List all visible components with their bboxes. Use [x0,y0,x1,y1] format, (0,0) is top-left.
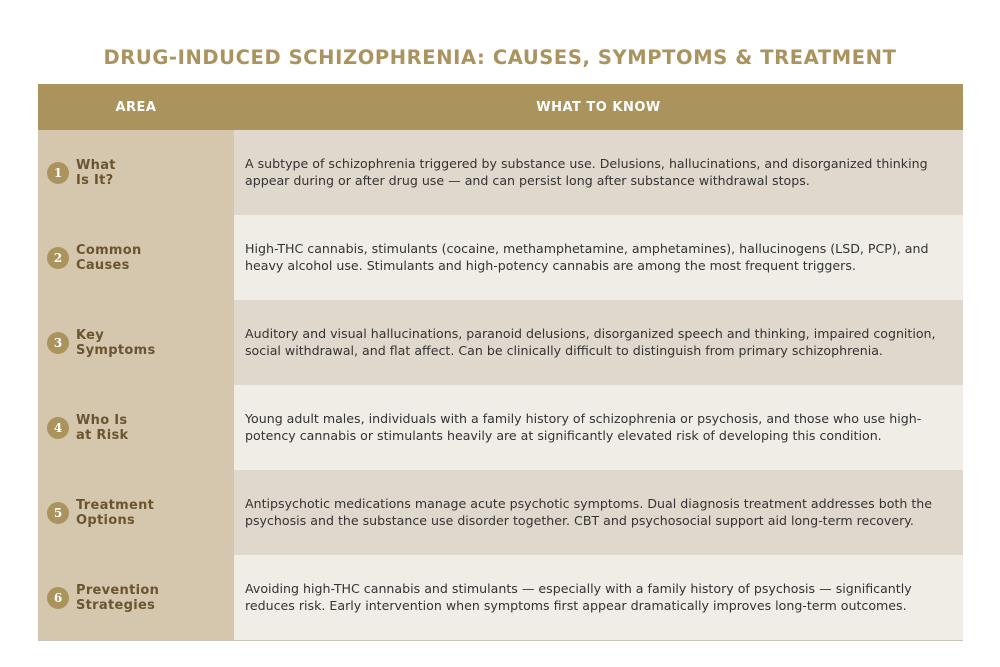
page-title: DRUG-INDUCED SCHIZOPHRENIA: CAUSES, SYMPTOMS & TREATMENT [103,46,897,69]
table-row [38,300,963,385]
info-table [38,84,963,641]
area-cell [38,300,234,385]
area-label: What Is It? [76,157,116,188]
table-row [38,130,963,215]
area-label: Treatment Options [76,497,155,528]
table-bottom-border [38,640,963,641]
what-to-know-cell: High-THC cannabis, stimulants (cocaine, methamphetamine, amphetamines), hallucinogens (LSD, PCP), and heavy alcohol use. Stimulants and high-potency cannabis are among the most frequent triggers. [234,215,963,300]
row-number-badge: 4 [47,417,69,439]
what-to-know-cell: A subtype of schizophrenia triggered by substance use. Delusions, hallucinations, and disorganized thinking appear during or after drug use — and can persist long after substance withdrawal stops. [234,130,963,215]
row-number-badge: 5 [47,502,69,524]
area-label: Prevention Strategies [76,582,160,613]
area-label: Who Is at Risk [76,412,129,443]
area-cell [38,130,234,215]
column-header-what-to-know: WHAT TO KNOW [536,99,661,115]
table-row [38,215,963,300]
table-row [38,470,963,555]
row-number-badge: 2 [47,247,69,269]
area-cell [38,385,234,470]
table-row [38,385,963,470]
area-label: Common Causes [76,242,142,273]
table-body [38,130,963,640]
table-row [38,555,963,640]
what-to-know-cell: Auditory and visual hallucinations, paranoid delusions, disorganized speech and thinking, impaired cognition, social withdrawal, and flat affect. Can be clinically difficult to distinguish from primary schizophrenia. [234,300,963,385]
area-cell [38,470,234,555]
table-header [38,84,963,130]
row-number-badge: 6 [47,587,69,609]
what-to-know-cell: Young adult males, individuals with a family history of schizophrenia or psychosis, and those who use high-potency cannabis or stimulants heavily are at significantly elevated risk of developing this condition. [234,385,963,470]
what-to-know-cell: Avoiding high-THC cannabis and stimulants — especially with a family history of psychosis — significantly reduces risk. Early intervention when symptoms first appear dramatically improves long-term outcomes. [234,555,963,640]
area-label: Key Symptoms [76,327,156,358]
column-header-area: AREA [115,99,157,115]
row-number-badge: 3 [47,332,69,354]
what-to-know-cell: Antipsychotic medications manage acute psychotic symptoms. Dual diagnosis treatment addresses both the psychosis and the substance use disorder together. CBT and psychosocial support aid long-term recovery. [234,470,963,555]
area-cell [38,555,234,640]
area-cell [38,215,234,300]
row-number-badge: 1 [47,162,69,184]
